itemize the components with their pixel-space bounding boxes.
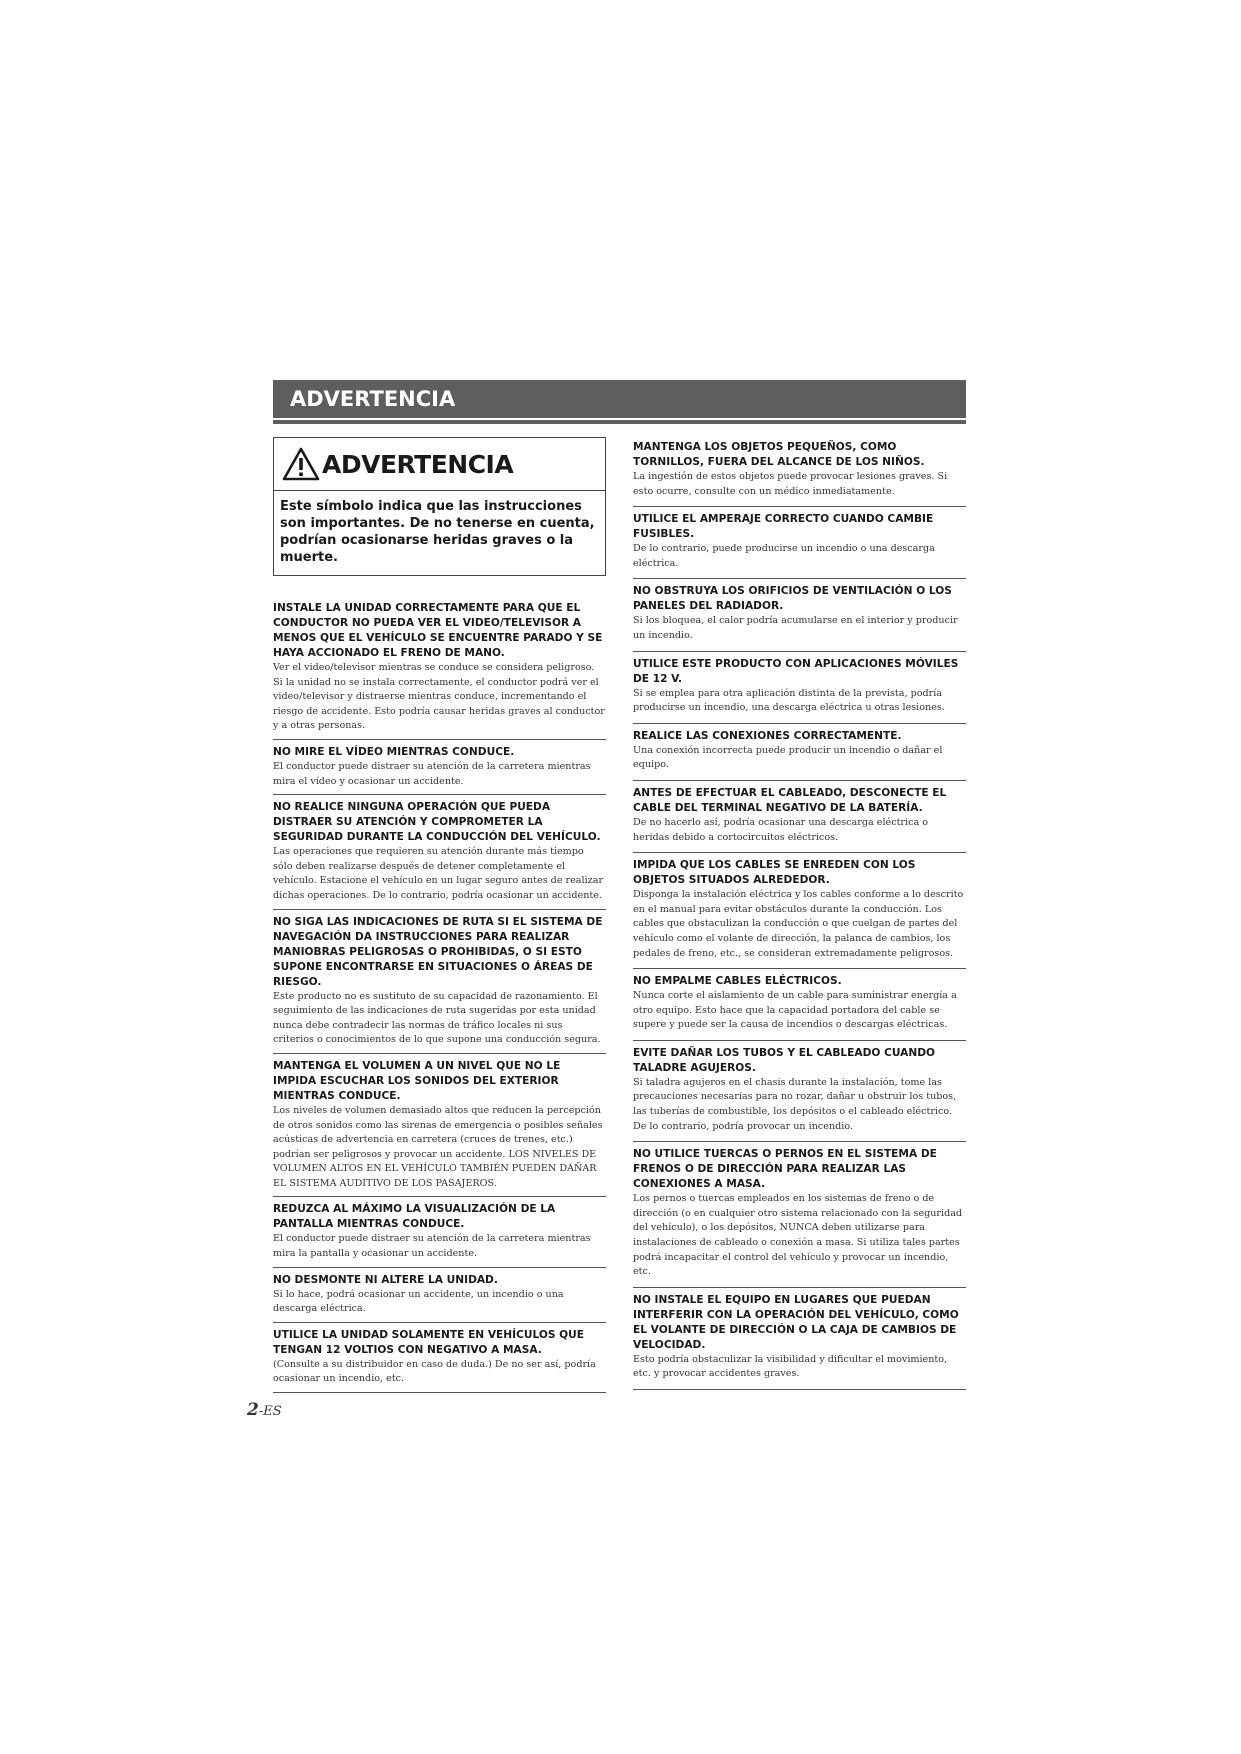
- warning-item: [633, 781, 966, 853]
- warning-item: [633, 969, 966, 1041]
- warning-item-body: Si los bloquea, el calor podría acumularse en el interior y producir un incendio.: [633, 615, 958, 641]
- warning-item: [633, 507, 966, 579]
- warning-item-body: Si taladra agujeros en el chasis durante la instalación, tome las precauciones necesarias para no rozar, dañar u obstruir los tubos, las tuberías de combustible, los depósitos o el cableado eléctrico. De lo contrario, podría provocar un incendio.: [633, 1076, 957, 1132]
- warning-item-title: UTILICE LA UNIDAD SOLAMENTE EN VEHÍCULOS QUE TENGAN 12 VOLTIOS CON NEGATIVO A MASA.: [273, 1328, 585, 1356]
- warning-item-body: Si se emplea para otra aplicación distinta de la prevista, podría producirse un incendio, una descarga eléctrica u otras lesiones.: [633, 687, 945, 714]
- warning-item-body: La ingestión de estos objetos puede provocar lesiones graves. Si esto ocurre, consulte con un médico inmediatamente.: [633, 471, 948, 497]
- warning-item-title: UTILICE ESTE PRODUCTO CON APLICACIONES MÓVILES DE 12 V.: [633, 657, 959, 685]
- warning-item-body: Este producto no es sustituto de su capacidad de razonamiento. El seguimiento de las indicaciones de ruta sugeridas por esta unidad nunca debe contradecir las normas de tráfico locales ni sus criterios o conocimientos de lo que supone una conducción segura.: [273, 990, 601, 1046]
- warning-item-title: INSTALE LA UNIDAD CORRECTAMENTE PARA QUE EL CONDUCTOR NO PUEDA VER EL VIDEO/TELEVISOR A MENOS QUE EL VEHÍCULO SE ENCUENTRE PARADO Y SE HAYA ACCIONADO EL FRENO DE MANO.: [273, 602, 603, 659]
- warning-item-title: NO DESMONTE NI ALTERE LA UNIDAD.: [273, 1273, 498, 1286]
- warning-box-title: ADVERTENCIA: [322, 449, 514, 479]
- warning-item: [633, 652, 966, 724]
- warning-item-body: Nunca corte el aislamiento de un cable para suministrar energía a otro equipo. Esto hace que la capacidad portadora del cable se supere y puede ser la causa de incendios o descargas eléctricas.: [633, 990, 957, 1031]
- warning-item-title: EVITE DAÑAR LOS TUBOS Y EL CABLEADO CUANDO TALADRE AGUJEROS.: [633, 1046, 936, 1074]
- left-column: [273, 437, 606, 1393]
- warning-item-title: MANTENGA LOS OBJETOS PEQUEÑOS, COMO TORNILLOS, FUERA DEL ALCANCE DE LOS NIÑOS.: [633, 441, 925, 468]
- warning-item-body: (Consulte a su distribuidor en caso de duda.) De no ser así, podría ocasionar un incendio, etc.: [273, 1358, 596, 1385]
- warning-box-header: [274, 438, 605, 490]
- page-number: [247, 1400, 282, 1420]
- warning-item-title: NO SIGA LAS INDICACIONES DE RUTA SI EL SISTEMA DE NAVEGACIÓN DA INSTRUCCIONES PARA REALIZAR MANIOBRAS PELIGROSAS O PROHIBIDAS, O SI ESTO SUPONE ENCONTRARSE EN SITUACIONES O ÁREAS DE RIESGO.: [273, 915, 603, 988]
- warning-item-title: IMPIDA QUE LOS CABLES SE ENREDEN CON LOS OBJETOS SITUADOS ALREDEDOR.: [633, 859, 916, 887]
- warning-item: [633, 1142, 966, 1288]
- warning-item-body: El conductor puede distraer su atención de la carretera mientras mira la pantalla y ocasionar un accidente.: [273, 1233, 591, 1260]
- warning-item-title: UTILICE EL AMPERAJE CORRECTO CUANDO CAMBIE FUSIBLES.: [633, 513, 934, 541]
- warning-item: [273, 1054, 606, 1198]
- warning-item: [273, 1268, 606, 1323]
- warning-box: [273, 437, 606, 576]
- banner-rule: [273, 420, 966, 424]
- section-title: ADVERTENCIA: [290, 387, 456, 411]
- warning-item: [633, 437, 966, 507]
- warning-item-title: REALICE LAS CONEXIONES CORRECTAMENTE.: [633, 729, 902, 742]
- warning-item-body: Ver el video/televisor mientras se conduce se considera peligroso. Si la unidad no se instala correctamente, el conductor podrá ver el video/televisor y distraerse mientras conduce, incrementando el riesgo de accidente. Esto podría causar heridas graves al conductor y a otras personas.: [273, 662, 605, 732]
- warning-item-title: REDUZCA AL MÁXIMO LA VISUALIZACIÓN DE LA PANTALLA MIENTRAS CONDUCE.: [273, 1203, 556, 1231]
- warning-item-body: Disponga la instalación eléctrica y los cables conforme a lo descrito en el manual para evitar obstáculos durante la conducción. Los cables que obstaculizan la conducción o que cuelgan de partes del vehículo como el volante de dirección, la palanca de cambios, los pedales de freno, etc., se consideran extremadamente peligrosos.: [633, 889, 964, 959]
- warning-item-title: NO INSTALE EL EQUIPO EN LUGARES QUE PUEDAN INTERFERIR CON LA OPERACIÓN DEL VEHÍCULO, COMO EL VOLANTE DE DIRECCIÓN O LA CAJA DE CAMBIOS DE VELOCIDAD.: [633, 1293, 959, 1351]
- warning-item-title: NO REALICE NINGUNA OPERACIÓN QUE PUEDA DISTRAER SU ATENCIÓN Y COMPROMETER LA SEGURIDAD DURANTE LA CONDUCCIÓN DEL VEHÍCULO.: [273, 801, 601, 844]
- warning-item: [273, 910, 606, 1054]
- warning-item-body: Las operaciones que requieren su atención durante más tiempo sólo deben realizarse después de detener completamente el vehículo. Estacione el vehículo en un lugar seguro antes de realizar dichas operaciones. De lo contrario, podría ocasionar un accidente.: [273, 846, 604, 901]
- warning-item: [633, 579, 966, 651]
- warning-item: [633, 853, 966, 969]
- warning-item-body: Esto podría obstaculizar la visibilidad y dificultar el movimiento, etc. y provocar accidentes graves.: [633, 1353, 948, 1380]
- warning-triangle-icon: [282, 447, 320, 481]
- warning-item-body: Si lo hace, podrá ocasionar un accidente, un incendio o una descarga eléctrica.: [273, 1288, 564, 1315]
- warning-item-body: El conductor puede distraer su atención de la carretera mientras mira el vídeo y ocasionar un accidente.: [273, 760, 591, 787]
- warning-item: [273, 740, 606, 795]
- warning-item-body: Los niveles de volumen demasiado altos que reducen la percepción de otros sonidos como las sirenas de emergencia o posibles señales acústicas de advertencia en carretera (cruces de trenes, etc.) podrían ser peligrosos y provocar un accidente. LOS NIVELES DE VOLUMEN ALTOS EN EL VEHÍCULO TAMBIÉN PUEDEN DAÑAR EL SISTEMA AUDITIVO DE LOS PASAJEROS.: [273, 1104, 603, 1189]
- warning-item: [273, 1197, 606, 1267]
- warning-item-title: NO OBSTRUYA LOS ORIFICIOS DE VENTILACIÓN O LOS PANELES DEL RADIADOR.: [633, 585, 952, 613]
- warning-item: [633, 724, 966, 781]
- page-number-suffix: -ES: [258, 1404, 282, 1419]
- warning-item-title: ANTES DE EFECTUAR EL CABLEADO, DESCONECTE EL CABLE DEL TERMINAL NEGATIVO DE LA BATERÍA.: [633, 786, 947, 814]
- warning-item: [273, 1323, 606, 1393]
- warning-item-body: De no hacerlo así, podría ocasionar una descarga eléctrica o heridas debido a cortocircuitos eléctricos.: [633, 816, 928, 843]
- right-column: [633, 437, 966, 1390]
- warning-box-text: Este símbolo indica que las instrucciones son importantes. De no tenerse en cuenta, podrían ocasionarse heridas graves o la muerte.: [274, 490, 605, 575]
- warning-item-title: NO EMPALME CABLES ELÉCTRICOS.: [633, 975, 842, 988]
- warning-item-body: Los pernos o tuercas empleados en los sistemas de freno o de dirección (o en cualquier otro sistema relacionado con la seguridad del vehículo), o los depósitos, NUNCA deben utilizarse para instalaciones de cableado o conexión a masa. Si utiliza tales partes podrá incapacitar el control del vehículo y provocar un incendio, etc.: [633, 1193, 963, 1278]
- warning-item-body: De lo contrario, puede producirse un incendio o una descarga eléctrica.: [633, 543, 935, 569]
- warning-item: [633, 1041, 966, 1142]
- page-number-value: 2: [247, 1400, 259, 1420]
- warning-item: [633, 1288, 966, 1390]
- warning-item: [273, 596, 606, 740]
- warning-item-body: Una conexión incorrecta puede producir un incendio o dañar el equipo.: [633, 744, 943, 771]
- warning-item-title: MANTENGA EL VOLUMEN A UN NIVEL QUE NO LE IMPIDA ESCUCHAR LOS SONIDOS DEL EXTERIOR MIENTRAS CONDUCE.: [273, 1059, 561, 1102]
- section-banner: [273, 380, 966, 418]
- warning-item: [273, 795, 606, 909]
- warning-item-title: NO UTILICE TUERCAS O PERNOS EN EL SISTEMA DE FRENOS O DE DIRECCIÓN PARA REALIZAR LAS CONEXIONES A MASA.: [633, 1148, 937, 1191]
- warning-item-title: NO MIRE EL VÍDEO MIENTRAS CONDUCE.: [273, 745, 515, 758]
